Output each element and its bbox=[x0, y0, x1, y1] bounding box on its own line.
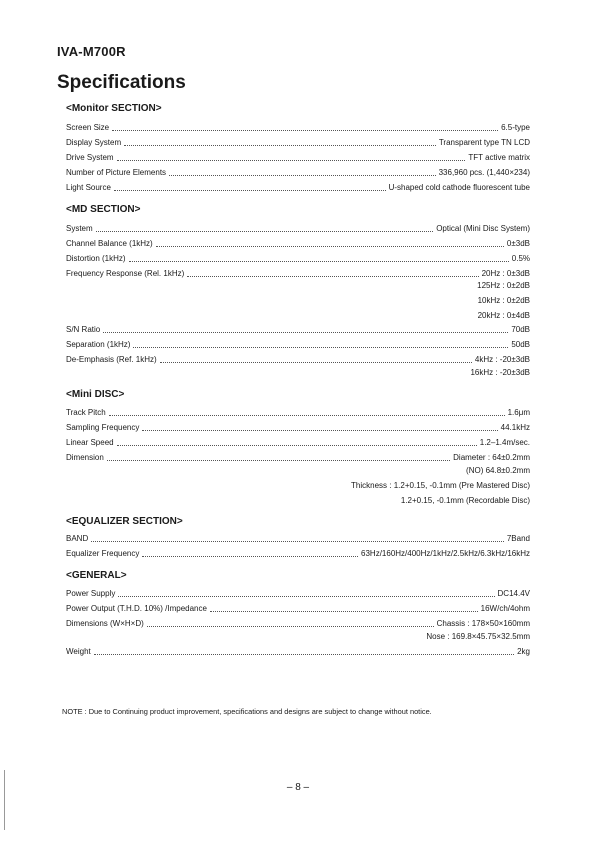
spec-row-power-supply bbox=[66, 585, 530, 599]
spec-label: De-Emphasis (Ref. 1kHz) bbox=[66, 355, 157, 364]
spec-row-power-output bbox=[66, 600, 530, 614]
equalizer-section-heading: <EQUALIZER SECTION> bbox=[66, 516, 183, 527]
spec-row-band bbox=[66, 530, 530, 544]
spec-row-equalizer-frequency bbox=[66, 545, 530, 559]
spec-row-sampling-frequency bbox=[66, 419, 530, 433]
spec-value: 20Hz : 0±3dB bbox=[481, 269, 530, 278]
spec-label: Frequency Response (Rel. 1kHz) bbox=[66, 269, 185, 278]
spec-value: 1.2–1.4m/sec. bbox=[479, 438, 530, 447]
spec-row-frequency-response bbox=[66, 265, 530, 279]
general-section-heading: <GENERAL> bbox=[66, 570, 127, 581]
spec-value: 63Hz/160Hz/400Hz/1kHz/2.5kHz/6.3kHz/16kHz bbox=[361, 549, 530, 558]
spec-row-light-source bbox=[66, 179, 530, 193]
spec-label: Channel Balance (1kHz) bbox=[66, 239, 153, 248]
scan-edge-mark bbox=[4, 770, 5, 830]
spec-label: Linear Speed bbox=[66, 438, 114, 447]
spec-continuation: Nose : 169.8×45.75×32.5mm bbox=[426, 632, 530, 641]
spec-value: 4kHz : -20±3dB bbox=[474, 355, 530, 364]
spec-value: 70dB bbox=[511, 325, 530, 334]
monitor-section-heading: <Monitor SECTION> bbox=[66, 103, 162, 114]
spec-value: 1.6μm bbox=[507, 408, 530, 417]
spec-row-de-emphasis bbox=[66, 351, 530, 365]
spec-value: 6.5-type bbox=[501, 123, 530, 132]
md-section-heading: <MD SECTION> bbox=[66, 204, 141, 215]
spec-row-dimensions bbox=[66, 615, 530, 629]
spec-row-distortion bbox=[66, 250, 530, 264]
spec-value: 7Band bbox=[506, 534, 530, 543]
spec-row-picture-elements bbox=[66, 164, 530, 178]
spec-continuation: 1.2+0.15, -0.1mm (Recordable Disc) bbox=[400, 496, 530, 505]
spec-label: Sampling Frequency bbox=[66, 423, 140, 432]
spec-row-drive-system bbox=[66, 149, 530, 163]
spec-value: 0.5% bbox=[511, 254, 530, 263]
spec-label: Separation (1kHz) bbox=[66, 340, 131, 349]
spec-label: Power Supply bbox=[66, 589, 116, 598]
spec-value: 0±3dB bbox=[506, 239, 530, 248]
spec-label: Distortion (1kHz) bbox=[66, 254, 126, 263]
spec-row-track-pitch bbox=[66, 404, 530, 418]
model-number: IVA-M700R bbox=[57, 44, 126, 59]
spec-value: 2kg bbox=[517, 647, 530, 656]
spec-continuation: 20kHz : 0±4dB bbox=[477, 311, 530, 320]
spec-continuation: (NO) 64.8±0.2mm bbox=[466, 466, 530, 475]
spec-row-display-system bbox=[66, 134, 530, 148]
spec-label: Light Source bbox=[66, 183, 111, 192]
spec-row-system bbox=[66, 220, 530, 234]
spec-value: Chassis : 178×50×160mm bbox=[436, 619, 530, 628]
spec-row-dimension bbox=[66, 449, 530, 463]
spec-label: Dimensions (W×H×D) bbox=[66, 619, 144, 628]
spec-continuation: 125Hz : 0±2dB bbox=[477, 281, 530, 290]
spec-label: Dimension bbox=[66, 453, 104, 462]
footnote: NOTE : Due to Continuing product improvement, specifications and designs are subject to change without notice. bbox=[62, 707, 432, 716]
spec-value: 44.1kHz bbox=[500, 423, 530, 432]
spec-continuation: Thickness : 1.2+0.15, -0.1mm (Pre Mastered Disc) bbox=[351, 481, 530, 490]
spec-value: 336,960 pcs. (1,440×234) bbox=[438, 168, 530, 177]
spec-value: 50dB bbox=[511, 340, 530, 349]
spec-row-separation bbox=[66, 336, 530, 350]
spec-value: DC14.4V bbox=[497, 589, 530, 598]
spec-label: Drive System bbox=[66, 153, 114, 162]
spec-continuation: 16kHz : -20±3dB bbox=[470, 368, 530, 377]
spec-label: Screen Size bbox=[66, 123, 110, 132]
mini-disc-section-heading: <Mini DISC> bbox=[66, 389, 125, 400]
spec-label: System bbox=[66, 224, 93, 233]
spec-label: Number of Picture Elements bbox=[66, 168, 167, 177]
spec-value: Optical (Mini Disc System) bbox=[436, 224, 530, 233]
spec-label: Power Output (T.H.D. 10%) /Impedance bbox=[66, 604, 207, 613]
spec-value: Transparent type TN LCD bbox=[438, 138, 530, 147]
spec-label: BAND bbox=[66, 534, 89, 543]
spec-label: Display System bbox=[66, 138, 122, 147]
spec-continuation: 10kHz : 0±2dB bbox=[477, 296, 530, 305]
spec-label: Track Pitch bbox=[66, 408, 106, 417]
spec-label: Equalizer Frequency bbox=[66, 549, 140, 558]
page-number: – 8 – bbox=[286, 782, 310, 793]
spec-label: S/N Ratio bbox=[66, 325, 101, 334]
spec-value: 16W/ch/4ohm bbox=[480, 604, 530, 613]
spec-row-linear-speed bbox=[66, 434, 530, 448]
spec-label: Weight bbox=[66, 647, 91, 656]
spec-value: U-shaped cold cathode fluorescent tube bbox=[388, 183, 530, 192]
page-title: Specifications bbox=[57, 72, 186, 93]
spec-row-screen-size bbox=[66, 119, 530, 133]
spec-value: Diameter : 64±0.2mm bbox=[453, 453, 530, 462]
spec-row-weight bbox=[66, 643, 530, 657]
spec-row-sn-ratio bbox=[66, 321, 530, 335]
spec-row-channel-balance bbox=[66, 235, 530, 249]
spec-value: TFT active matrix bbox=[468, 153, 530, 162]
